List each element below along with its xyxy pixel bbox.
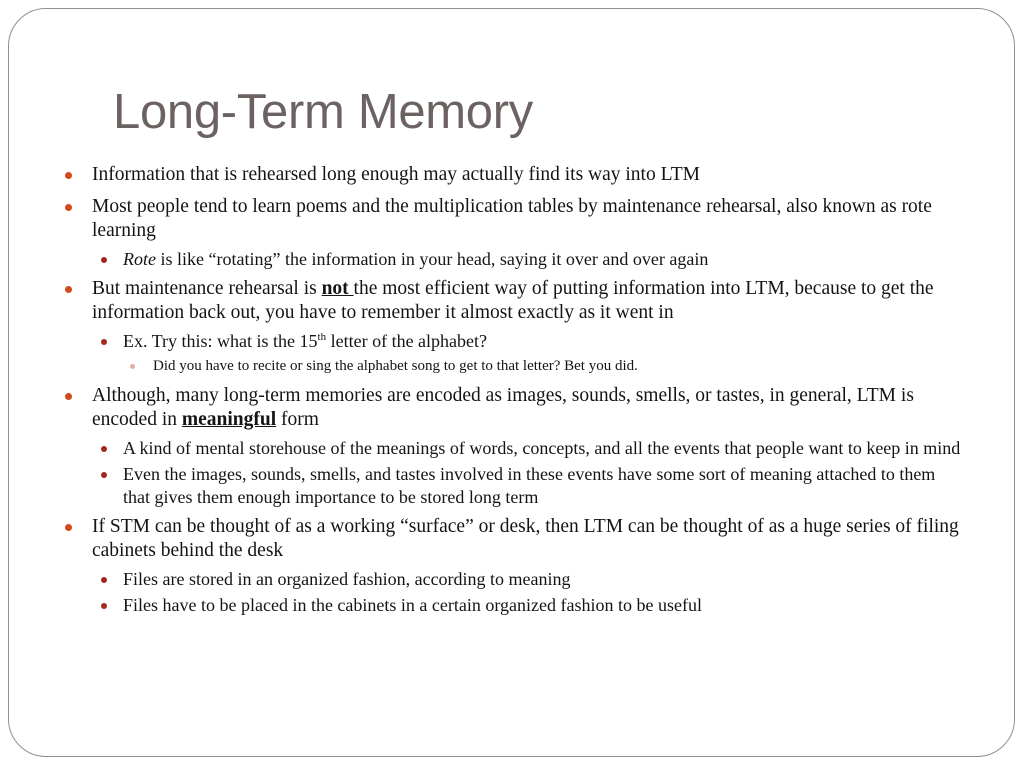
subbullet-text: Files are stored in an organized fashion, according to meaning — [123, 569, 571, 589]
bullet-dot-icon — [101, 577, 107, 583]
subsubbullet-alphabet-song — [64, 356, 964, 376]
subbullet-rote-rotating — [64, 248, 964, 271]
subsubbullet-text: Did you have to recite or sing the alphabet song to get to that letter? Bet you did. — [153, 358, 638, 374]
subbullet-text-after: letter of the alphabet? — [326, 331, 488, 351]
subbullet-text: Even the images, sounds, smells, and tastes involved in these events have some sort of meaning attached to them that gives them enough importance to be stored long term — [123, 464, 936, 507]
bullet-dot-icon — [65, 204, 72, 211]
superscript-th: th — [317, 331, 327, 343]
subbullet-text-before: Ex. Try this: what is the 15 — [123, 331, 318, 351]
subbullet-alphabet-question — [64, 330, 964, 353]
bullet-ltm-rehearsal — [64, 163, 964, 187]
subbullet-storehouse — [64, 437, 964, 460]
bullet-dot-icon — [101, 446, 107, 452]
subbullet-text: is like “rotating” the information in your head, saying it over and over again — [156, 249, 709, 269]
bullet-dot-icon — [101, 472, 107, 478]
bullet-rote-learning — [64, 195, 964, 243]
emphasis-meaningful: meaningful — [181, 409, 277, 430]
emphasis-not: not — [321, 278, 354, 299]
subbullet-text: A kind of mental storehouse of the meanings of words, concepts, and all the events that people want to keep in mind — [123, 438, 961, 458]
bullet-dot-icon — [65, 286, 72, 293]
bullet-text-before: Although, many long-term memories are encoded as images, sounds, smells, or tastes, in general, LTM is encoded in — [92, 385, 914, 430]
bullet-dot-icon — [101, 603, 107, 609]
subbullet-organized-storage — [64, 568, 964, 591]
bullet-text: If STM can be thought of as a working “surface” or desk, then LTM can be thought of as a huge series of filing cabinets behind the desk — [92, 516, 959, 561]
bullet-meaningful-encoding — [64, 384, 964, 432]
bullet-maintenance-rehearsal — [64, 277, 964, 325]
subbullet-text: Files have to be placed in the cabinets in a certain organized fashion to be useful — [123, 595, 702, 615]
bullet-text: Information that is rehearsed long enough may actually find its way into LTM — [92, 164, 700, 185]
bullet-dot-icon — [65, 172, 72, 179]
subbullet-meaning-attached — [64, 463, 964, 509]
italic-word: Rote — [123, 249, 156, 269]
bullet-text: Most people tend to learn poems and the multiplication tables by maintenance rehearsal, also known as rote learning — [92, 196, 932, 241]
bullet-text-before: But maintenance rehearsal is — [92, 278, 322, 299]
bullet-dot-icon — [101, 257, 107, 263]
bullet-list — [64, 163, 964, 623]
bullet-dot-icon — [65, 393, 72, 400]
bullet-dot-icon — [130, 364, 135, 369]
bullet-filing-cabinets — [64, 515, 964, 563]
subbullet-organized-placement — [64, 594, 964, 617]
bullet-dot-icon — [65, 524, 72, 531]
bullet-text-after: form — [276, 409, 319, 430]
bullet-text-after: the most efficient way of putting information into LTM, because to get the information back out, you have to remember it almost exactly as it went in — [92, 278, 934, 323]
bullet-dot-icon — [101, 339, 107, 345]
slide-title: Long-Term Memory — [113, 85, 533, 139]
